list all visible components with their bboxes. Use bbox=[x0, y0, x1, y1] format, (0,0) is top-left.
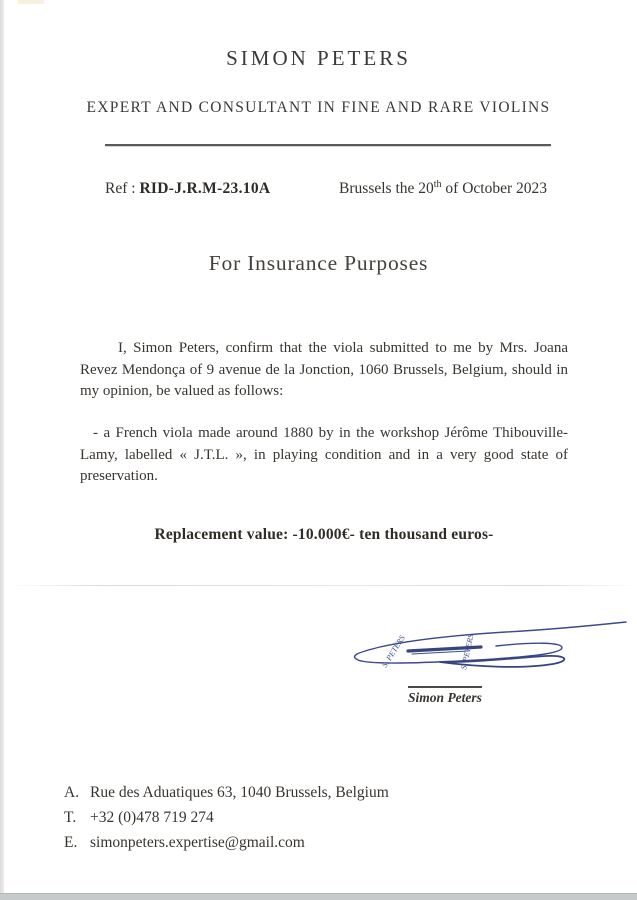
reference-number: RID-J.R.M-23.10A bbox=[139, 180, 271, 198]
letterhead-rule bbox=[105, 144, 551, 146]
signature-scribble-icon bbox=[328, 610, 632, 684]
reference-label: Ref : bbox=[105, 180, 140, 198]
reference-line bbox=[105, 180, 270, 198]
paper-crease-line bbox=[10, 585, 630, 586]
address-text: Rue des Aduatiques 63, 1040 Brussels, Belgium bbox=[90, 784, 389, 801]
footer-phone-row bbox=[64, 805, 389, 830]
scan-bottom-band bbox=[0, 893, 637, 900]
date-line bbox=[339, 179, 547, 198]
contact-footer bbox=[64, 780, 389, 855]
body-paragraph-declaration: I, Simon Peters, confirm that the viola submitted to me by Mrs. Joana Revez Mendonça of 9 avenue de la Jonction, 1060 Brussels, Belgium, should in my opinion, be valued as follows: bbox=[80, 340, 568, 399]
date-prefix: Brussels the 20 bbox=[339, 180, 434, 198]
footer-email-row bbox=[64, 830, 389, 855]
scan-left-edge bbox=[0, 0, 4, 900]
letterhead-name: SIMON PETERS bbox=[226, 46, 411, 70]
phone-label: T. bbox=[64, 809, 77, 826]
body-paragraph-instrument-description: - a French viola made around 1880 by in the workshop Jérôme Thibouville-Lamy, labelled « J.T.L. », in playing condition and in a very good state of preservation. bbox=[80, 425, 568, 484]
email-label: E. bbox=[64, 834, 78, 851]
document-title: For Insurance Purposes bbox=[208, 251, 429, 275]
signature-rule bbox=[408, 686, 482, 688]
replacement-value-line: Replacement value: -10.000€- ten thousand euros- bbox=[154, 526, 494, 543]
letterhead-subtitle: EXPERT AND CONSULTANT IN FINE AND RARE VIOLINS bbox=[86, 99, 551, 116]
phone-text: +32 (0)478 719 274 bbox=[90, 809, 214, 826]
handwritten-signature bbox=[328, 610, 632, 684]
address-label: A. bbox=[64, 784, 80, 801]
signature-scribble-text-right: S. PETERS bbox=[459, 633, 476, 671]
scan-speck bbox=[18, 0, 44, 4]
email-text: simonpeters.expertise@gmail.com bbox=[90, 834, 305, 851]
reference-date-row bbox=[105, 179, 547, 198]
signature-printed-name: Simon Peters bbox=[408, 690, 482, 705]
footer-address-row bbox=[64, 780, 389, 805]
date-suffix: of October 2023 bbox=[441, 180, 547, 198]
signature-scribble-text-left: S. PETERS bbox=[380, 633, 407, 670]
date-ordinal-superscript: th bbox=[433, 179, 442, 190]
